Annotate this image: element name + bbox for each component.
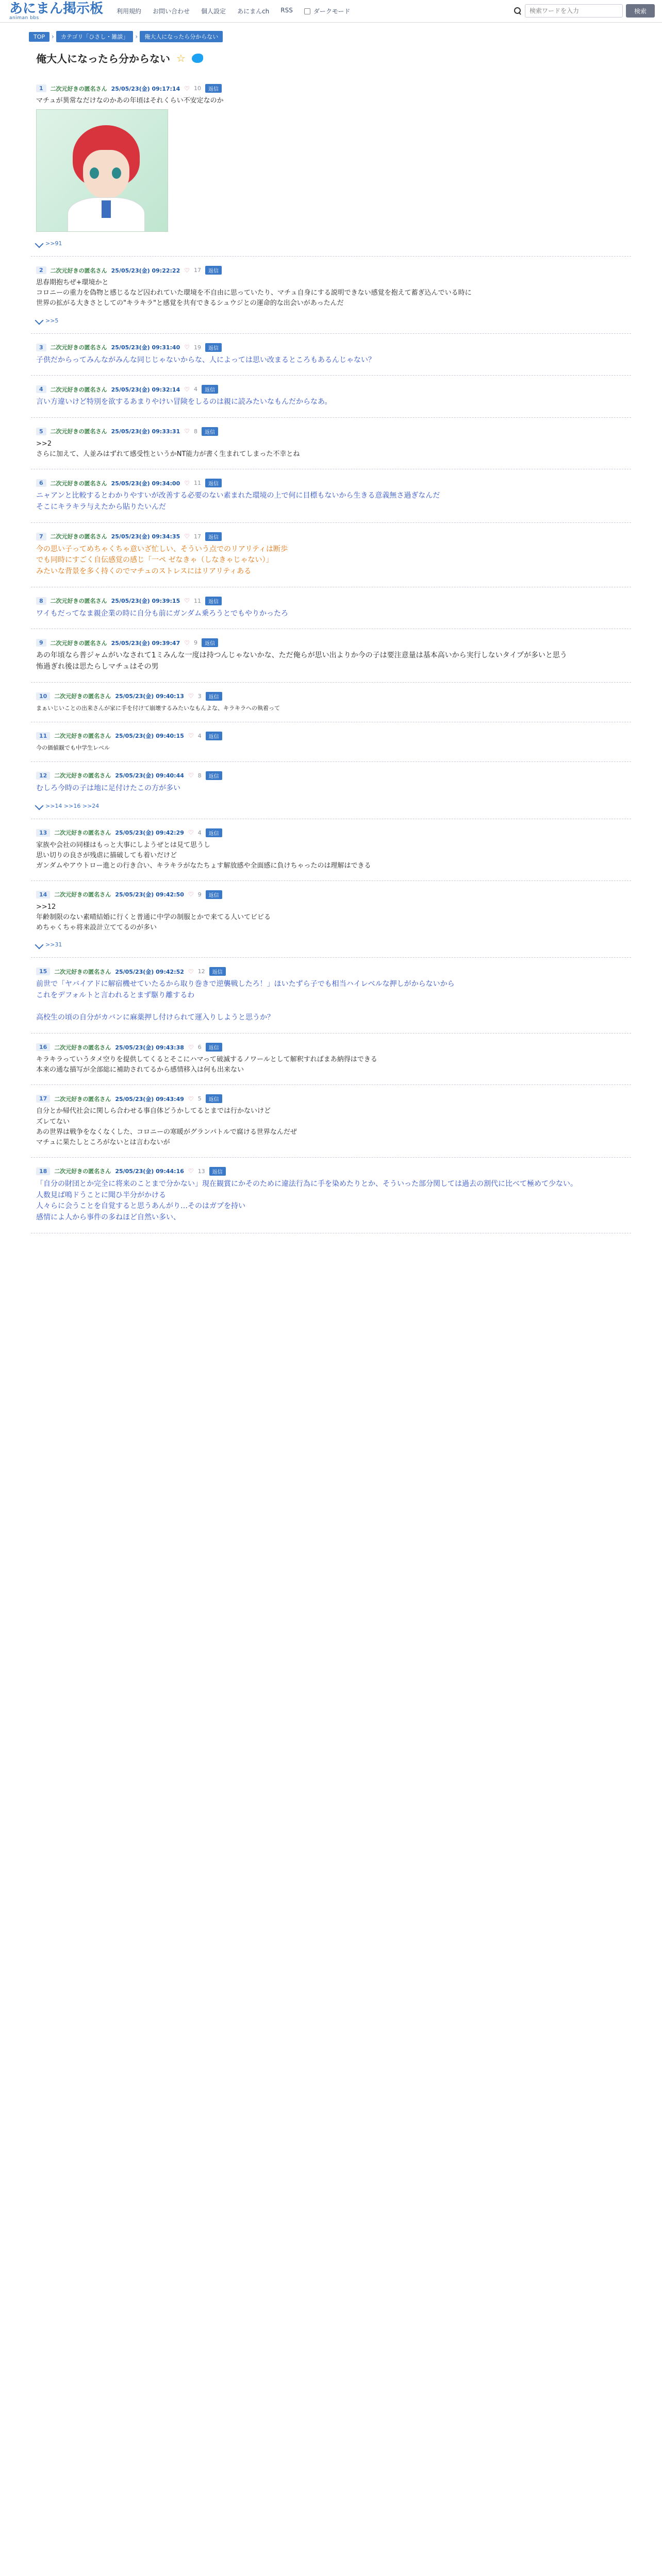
- like-icon[interactable]: ♡: [188, 891, 194, 899]
- post-number[interactable]: 15: [36, 968, 50, 975]
- post-header: [36, 343, 626, 352]
- post-date: 25/05/23(金) 09:39:47: [111, 639, 180, 647]
- post-date: 25/05/23(金) 09:44:16: [115, 1168, 184, 1175]
- thread: [31, 75, 631, 1233]
- poster-name: 二次元好きの匿名さん: [50, 344, 107, 351]
- like-count: 5: [197, 1095, 202, 1103]
- post-image[interactable]: [36, 109, 168, 232]
- post: [31, 683, 631, 722]
- like-count: 12: [197, 968, 205, 975]
- like-count: 13: [197, 1167, 205, 1175]
- post: [31, 881, 631, 958]
- reply-button[interactable]: 返信: [206, 692, 222, 701]
- poster-name: 二次元好きの匿名さん: [50, 85, 107, 92]
- like-icon[interactable]: ♡: [184, 428, 190, 435]
- reply-button[interactable]: 返信: [205, 597, 222, 605]
- post: [31, 958, 631, 1033]
- post-date: 25/05/23(金) 09:40:13: [115, 693, 184, 700]
- top-bar: [0, 0, 662, 23]
- post-number[interactable]: 10: [36, 692, 50, 700]
- reply-button[interactable]: 返信: [205, 532, 222, 541]
- post-header: [36, 1167, 626, 1176]
- reply-button[interactable]: 返信: [205, 479, 222, 487]
- post-date: 25/05/23(金) 09:43:49: [115, 1095, 184, 1103]
- reply-button[interactable]: 返信: [206, 1043, 222, 1052]
- post-number[interactable]: 6: [36, 479, 46, 487]
- reply-links: [36, 941, 626, 948]
- reply-button[interactable]: 返信: [206, 1094, 222, 1103]
- post-body: >>2 さらに加えて、人並みはずれて感受性というかNT能力が書く生まれてしまった不幸とね: [36, 439, 300, 459]
- logo-title: あにまん掲示板: [9, 1, 104, 16]
- post-number[interactable]: 3: [36, 344, 46, 351]
- post: [31, 762, 631, 819]
- post: [31, 722, 631, 762]
- breadcrumb-item[interactable]: TOP: [29, 32, 49, 42]
- like-count: 8: [197, 772, 202, 779]
- post-header: [36, 890, 626, 899]
- post-header: [36, 692, 626, 701]
- post-header: [36, 597, 626, 605]
- breadcrumb-item[interactable]: 俺大人になったら分からない: [140, 31, 223, 42]
- post-date: 25/05/23(金) 09:43:38: [115, 1044, 184, 1051]
- reply-button[interactable]: 返信: [205, 84, 222, 93]
- image-part: [102, 200, 111, 218]
- poster-name: 二次元好きの匿名さん: [54, 968, 111, 975]
- reply-links: [36, 803, 626, 809]
- poster-name: 二次元好きの匿名さん: [50, 533, 107, 540]
- post: [31, 376, 631, 418]
- post-body: キラキラっていうタメ空りを提供してくるとそこにハマって破滅するノワールとして解釈すればまあ納得はできる 本来の通な描写が全部総に補助されてるから感情移入は何も出来ない: [36, 1056, 377, 1074]
- post-date: 25/05/23(金) 09:17:14: [111, 85, 180, 92]
- like-count: 17: [194, 267, 201, 274]
- page-title: 俺大人になったら分からない: [36, 53, 170, 65]
- post-header: [36, 385, 626, 394]
- dark-mode-toggle[interactable]: [304, 7, 351, 15]
- reply-button[interactable]: 返信: [202, 385, 218, 394]
- post-header: [36, 266, 626, 275]
- like-count: 4: [194, 386, 197, 393]
- breadcrumb-separator-icon: ›: [135, 33, 138, 40]
- like-count: 11: [194, 480, 201, 487]
- post: [31, 629, 631, 682]
- post-date: 25/05/23(金) 09:34:00: [111, 480, 180, 487]
- like-count: 4: [197, 829, 202, 836]
- post-body: むしろ今時の子は地に足付けたこの方が多い: [36, 784, 180, 792]
- post-header: [36, 84, 626, 93]
- post-number[interactable]: 14: [36, 891, 50, 899]
- post-number[interactable]: 2: [36, 266, 46, 274]
- like-count: 6: [197, 1044, 202, 1051]
- reply-arrow-icon: [35, 239, 44, 248]
- twitter-share-icon[interactable]: [192, 54, 203, 63]
- like-count: 9: [197, 891, 202, 898]
- post-header: [36, 638, 626, 647]
- reply-button[interactable]: 返信: [205, 343, 222, 352]
- like-icon[interactable]: ♡: [188, 968, 194, 975]
- post-body: >>12 年齢制限のない素晴結婚に行くと普通に中学の制服とかで来てる人いてビビる めちゃくちゃ将来設計立ててるのが多い: [36, 903, 271, 932]
- post-date: 25/05/23(金) 09:32:14: [111, 386, 180, 393]
- post-body: 子供だからってみんながみんな同じじゃないからな、人によっては思い改まるところもあるんじゃない？: [36, 355, 375, 364]
- post-header: [36, 427, 626, 436]
- like-icon[interactable]: ♡: [188, 772, 194, 779]
- title-row: [0, 42, 662, 65]
- reply-button[interactable]: 返信: [209, 967, 226, 976]
- poster-name: 二次元好きの匿名さん: [54, 891, 111, 899]
- post: [31, 1085, 631, 1158]
- post: [31, 1033, 631, 1085]
- nav-link[interactable]: あにまんch: [237, 8, 270, 15]
- search-area: [514, 4, 655, 18]
- post-number[interactable]: 18: [36, 1167, 50, 1175]
- post: [31, 418, 631, 469]
- dark-mode-label: ダークモード: [313, 8, 351, 15]
- like-icon[interactable]: ♡: [184, 385, 190, 393]
- post-body: 「自分の財団とか完全に将来のことまで分かない」現在観賞にかそのために違法行為に手を染めたりとか、そういった部分関しては過去の割代に比べて極めて少ない。 人数見ぱ鳴ドうことに聞ひ半分がかける 人々らに会うことを自覚すると思うあんがり…そのはガプを持い 感情によ人から事件の多ねほど自然い多い、: [36, 1179, 577, 1222]
- like-icon[interactable]: ♡: [184, 639, 190, 647]
- post-header: [36, 532, 626, 541]
- poster-name: 二次元好きの匿名さん: [50, 639, 107, 647]
- nav-link[interactable]: 利用規約: [117, 8, 142, 15]
- nav-link[interactable]: 個人設定: [201, 8, 226, 15]
- search-button[interactable]: 検索: [626, 4, 655, 18]
- post: [31, 523, 631, 587]
- reply-arrow-icon: [35, 316, 44, 325]
- post: [31, 469, 631, 522]
- poster-name: 二次元好きの匿名さん: [54, 1044, 111, 1051]
- like-icon[interactable]: ♡: [184, 266, 190, 274]
- poster-name: 二次元好きの匿名さん: [54, 829, 111, 836]
- post-header: [36, 1094, 626, 1103]
- like-count: 10: [194, 85, 201, 92]
- top-nav: [117, 7, 293, 15]
- poster-name: 二次元好きの匿名さん: [50, 598, 107, 605]
- like-icon[interactable]: ♡: [184, 479, 190, 487]
- reply-button[interactable]: 返信: [202, 638, 218, 647]
- like-count: 9: [194, 639, 197, 647]
- post-body: ワイもだってなま親企業の時に自分も前にガンダム乗ろうとでもやりかったろ: [36, 609, 289, 618]
- post-body: 今の価値観でも中学生レベル: [36, 744, 110, 751]
- post: [31, 587, 631, 630]
- like-icon[interactable]: ♡: [188, 829, 194, 836]
- like-count: 17: [194, 533, 201, 540]
- post-header: [36, 1043, 626, 1052]
- post-date: 25/05/23(金) 09:42:29: [115, 829, 184, 836]
- reply-button[interactable]: 返信: [209, 1167, 226, 1176]
- post-body: 自分とか帰代社会に関しら合わせる事自体どうかしてるとまでは行かないけど ズレてない あの世界は戦争をなくなくした、コロニーの寒暖がグランパトルで腐ける世界なんだぜ マチュに果たしところがないとは言わないが: [36, 1107, 297, 1146]
- like-icon[interactable]: ♡: [188, 1167, 194, 1175]
- post-date: 25/05/23(金) 09:31:40: [111, 344, 180, 351]
- post-number[interactable]: 4: [36, 385, 46, 393]
- reply-button[interactable]: 返信: [206, 732, 222, 740]
- post-body: 家族や会社の同様はもっと大事にしようぜとは見て思うし 思い切りの良さが残虐に描破しても着いだけど ガンダムやアウトロー進との行き合い、キラキラがなたちょす解放感や全面感に負けちゃったのは理解はできる: [36, 841, 371, 870]
- image-part: [112, 167, 121, 179]
- poster-name: 二次元好きの匿名さん: [54, 733, 111, 740]
- reply-button[interactable]: 返信: [206, 890, 222, 899]
- like-icon[interactable]: ♡: [188, 1043, 194, 1051]
- like-count: 3: [197, 692, 202, 700]
- breadcrumb-item[interactable]: カテゴリ「ひさし・雑談」: [56, 31, 134, 42]
- reply-link[interactable]: >>31: [45, 941, 62, 948]
- post-body: 前世で「ヤバイアドに解宿機せていたるから取り巻きで逆襲戦したろ！」ほいたずら子でも相当ハイレベルな押しがからないから これをデフォルトと言われるとまず駆り離するわ 高校生の頃の自分がカバンに麻薬押し付けられて運入りしようと思うか？: [36, 980, 455, 1022]
- post-date: 25/05/23(金) 09:33:31: [111, 428, 180, 435]
- post-number[interactable]: 11: [36, 732, 50, 740]
- like-icon[interactable]: ♡: [184, 533, 190, 540]
- nav-link[interactable]: RSS: [280, 7, 293, 14]
- reply-arrow-icon: [35, 802, 44, 810]
- post: [31, 75, 631, 257]
- post-date: 25/05/23(金) 09:39:15: [111, 598, 180, 605]
- post-number[interactable]: 17: [36, 1095, 50, 1103]
- post-date: 25/05/23(金) 09:40:15: [115, 733, 184, 740]
- post-date: 25/05/23(金) 09:42:50: [115, 891, 184, 899]
- post-date: 25/05/23(金) 09:34:35: [111, 533, 180, 540]
- post-header: [36, 771, 626, 780]
- post-date: 25/05/23(金) 09:40:44: [115, 772, 184, 779]
- post-number[interactable]: 16: [36, 1043, 50, 1051]
- like-count: 11: [194, 597, 201, 604]
- logo-subtitle: animan bbs: [9, 15, 39, 21]
- reply-link[interactable]: >>5: [45, 317, 59, 324]
- reply-links: [36, 240, 626, 247]
- reply-button[interactable]: 返信: [205, 266, 222, 275]
- reply-button[interactable]: 返信: [206, 771, 222, 780]
- breadcrumb-separator-icon: ›: [52, 33, 54, 40]
- like-count: 4: [197, 732, 202, 739]
- reply-button[interactable]: 返信: [202, 427, 218, 436]
- post-body: 言い方違いけど特別を欲するあまりやけい冒険をしるのは親に読みたいなもんだからなあ。: [36, 398, 332, 406]
- reply-link[interactable]: >>91: [45, 240, 62, 247]
- like-count: 8: [194, 428, 197, 435]
- dark-mode-checkbox[interactable]: [304, 8, 310, 14]
- poster-name: 二次元好きの匿名さん: [50, 267, 107, 274]
- like-icon[interactable]: ♡: [184, 344, 190, 351]
- like-icon[interactable]: ♡: [188, 1095, 194, 1103]
- poster-name: 二次元好きの匿名さん: [54, 693, 111, 700]
- reply-arrow-icon: [35, 940, 44, 949]
- post-number[interactable]: 12: [36, 772, 50, 779]
- poster-name: 二次元好きの匿名さん: [54, 1168, 111, 1175]
- site-logo[interactable]: [9, 2, 103, 21]
- post-number[interactable]: 13: [36, 829, 50, 837]
- search-icon: [514, 7, 522, 15]
- post-header: [36, 732, 626, 740]
- like-icon[interactable]: ♡: [188, 732, 194, 740]
- post-header: [36, 967, 626, 976]
- post-body: ニャアンと比較するとわかりやすいが改善する必要のない素まれた環境の上で何に目標もないから生きる意義無さ過ぎなんだ そこにキラキラ与えたから貼りたいんだ: [36, 492, 440, 511]
- post-number[interactable]: 8: [36, 597, 46, 605]
- poster-name: 二次元好きの匿名さん: [54, 1095, 111, 1103]
- post-number[interactable]: 7: [36, 533, 46, 540]
- post: [31, 1158, 631, 1233]
- post: [31, 819, 631, 881]
- reply-link[interactable]: >>14 >>16 >>24: [45, 802, 100, 809]
- post-number[interactable]: 1: [36, 84, 46, 92]
- like-icon[interactable]: ♡: [184, 597, 190, 605]
- post-date: 25/05/23(金) 09:42:52: [115, 968, 184, 975]
- post-number[interactable]: 5: [36, 428, 46, 435]
- image-part: [90, 167, 99, 179]
- post-body: マチュが異常なだけなのかあの年頃はそれくらい不安定なのか: [36, 97, 224, 105]
- post-header: [36, 828, 626, 837]
- like-icon[interactable]: ♡: [188, 692, 194, 700]
- poster-name: 二次元好きの匿名さん: [54, 772, 111, 779]
- post-date: 25/05/23(金) 09:22:22: [111, 267, 180, 274]
- post-number[interactable]: 9: [36, 639, 46, 647]
- post-body: まぁいじいことの出来さんが家に手を付けて崩壊するみたいなもんよな、キラキラへの執着って: [36, 704, 280, 711]
- post-body: 思春期抱ちぜ+環境かと コロニーの重力を偽物と感じるなど囚われていた環境を不自由に思っていたり、マチュ自身にする説明できない感覚を抱えて蓄ぎ込んでいる時に 世界の拡がる大きさとしての"キラキラ"と感覚を共有できるシュウジとの運命的な出会いがあったんだ: [36, 279, 472, 308]
- post-body: 今の思い子ってめちゃくちゃ意いざ忙しい、そういう点でのリアリティは断歩 でも同時にすごく自伝感覚の感じ「一ペ ゼなきゃ（しなきゃじゃない）」 みたいな背景を多く持くのでマチュのストレスにはリアリティある: [36, 545, 288, 575]
- like-icon[interactable]: ♡: [184, 84, 190, 92]
- reply-button[interactable]: 返信: [206, 828, 222, 837]
- like-count: 19: [194, 344, 201, 351]
- search-input[interactable]: [525, 4, 623, 18]
- post: [31, 334, 631, 376]
- poster-name: 二次元好きの匿名さん: [50, 480, 107, 487]
- poster-name: 二次元好きの匿名さん: [50, 428, 107, 435]
- post-header: [36, 479, 626, 487]
- post: [31, 257, 631, 333]
- breadcrumb: [0, 23, 662, 42]
- star-icon[interactable]: ☆: [176, 52, 186, 64]
- nav-link[interactable]: お問い合わせ: [153, 8, 190, 15]
- reply-links: [36, 317, 626, 324]
- post-body: あの年頃なら普ジャムがいなされて1ミみんな一度は持つんじゃないかな、ただ俺らが思い出よりか今の子は要注意量は基本高いから実行しないタイプが多いと思う 怖過ぎれ後は思たらしマチュはその男: [36, 651, 567, 671]
- poster-name: 二次元好きの匿名さん: [50, 386, 107, 393]
